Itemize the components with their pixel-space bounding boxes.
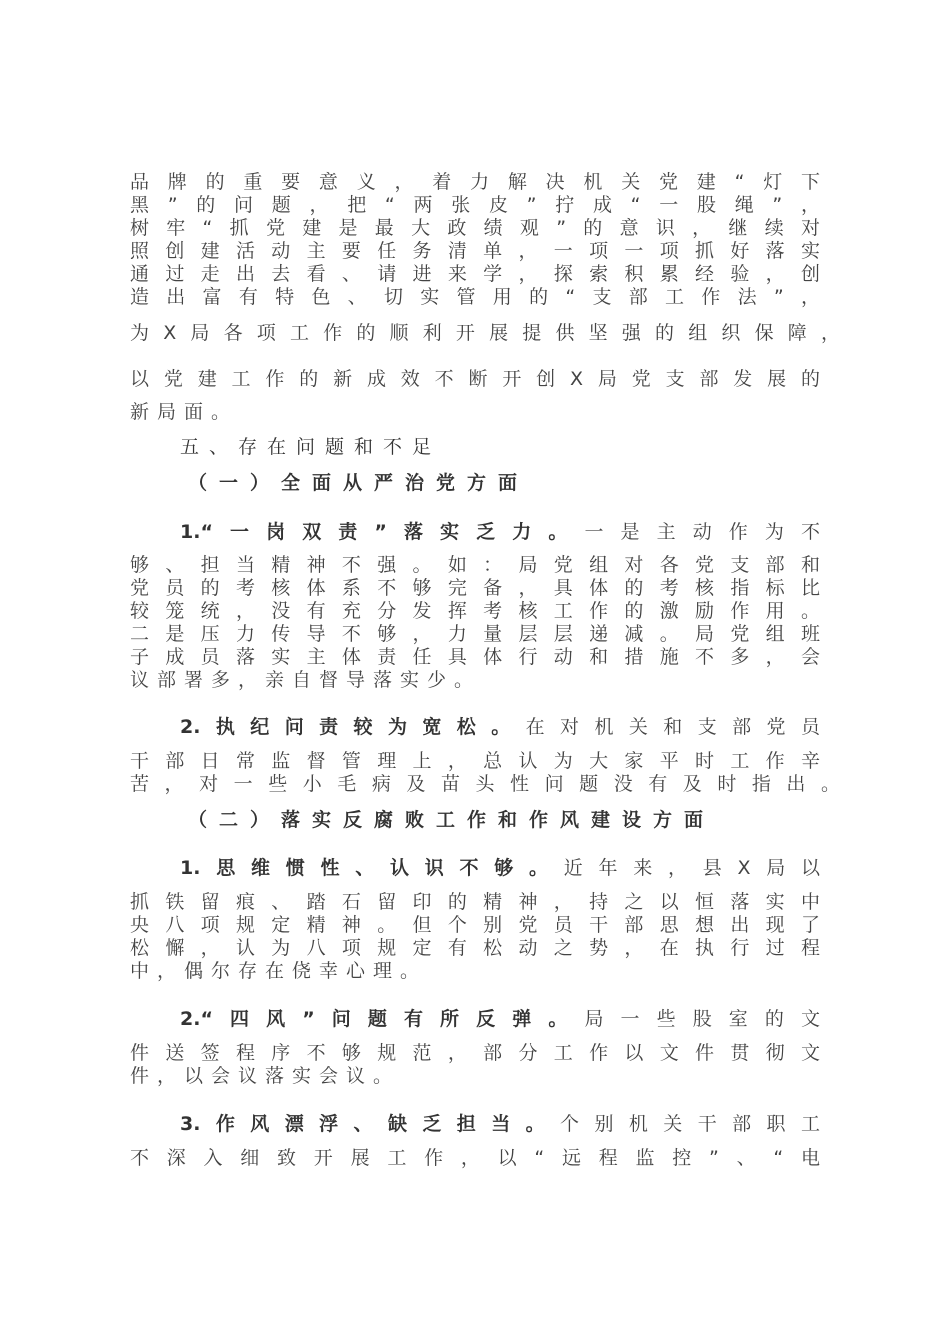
text-line: 新局面。 — [130, 401, 239, 423]
text-line: 议部署多，亲自督导落实少。 — [130, 669, 482, 691]
text-line: 品牌的重要意义，着力解决机关党建“灯下 — [130, 171, 820, 193]
text-line: 黑”的问题，把“两张皮”拧成“一股绳”， — [130, 194, 820, 216]
item-title: 2.“四风”问题有所反弹。 — [180, 1008, 585, 1030]
text-line: 为X局各项工作的顺利开展提供坚强的组织保障， — [130, 322, 840, 344]
text-line: 抓铁留痕、踏石留印的精神，持之以恒落实中 — [130, 891, 820, 913]
item-title: 1.思维惯性、认识不够。 — [180, 857, 564, 879]
text-line: 干部日常监督管理上，总认为大家平时工作辛 — [130, 750, 820, 772]
text-line: 以党建工作的新成效不断开创X局党支部发展的 — [130, 368, 820, 390]
subsection-heading: （二）落实反腐败工作和作风建设方面 — [188, 809, 716, 831]
text-line: 造出富有特色、切实管用的“支部工作法”， — [130, 286, 820, 308]
item-first-line — [180, 715, 820, 739]
item-lead-text: 局一些股室的文 — [584, 1008, 820, 1030]
text-line: 照创建活动主要任务清单，一项一项抓好落实 — [130, 240, 820, 262]
item-first-line — [180, 856, 820, 880]
text-line: 够、担当精神不强。如：局党组对各党支部和 — [130, 554, 820, 576]
item-lead-text: 在对机关和支部党员 — [525, 716, 820, 738]
text-line: 苦，对一些小毛病及苗头性问题没有及时指出。 — [130, 773, 840, 795]
text-line: 中，偶尔存在侥幸心理。 — [130, 960, 428, 982]
item-title: 3.作风漂浮、缺乏担当。 — [180, 1113, 561, 1135]
item-lead-text: 一是主动作为不 — [584, 521, 820, 543]
text-line: 松懈，认为八项规定有松动之势，在执行过程 — [130, 937, 820, 959]
item-first-line — [180, 520, 820, 544]
text-line: 二是压力传导不够，力量层层递减。局党组班 — [130, 623, 820, 645]
item-title: 2.执纪问责较为宽松。 — [180, 716, 526, 738]
item-lead-text: 个别机关干部职工 — [560, 1113, 820, 1135]
item-first-line — [180, 1007, 820, 1031]
text-line: 子成员落实主体责任具体行动和措施不多，会 — [130, 646, 820, 668]
text-line: 较笼统，没有充分发挥考核工作的激励作用。 — [130, 600, 820, 622]
text-line: 党员的考核体系不够完备，具体的考核指标比 — [130, 577, 820, 599]
text-line: 件送签程序不够规范，部分工作以文件贯彻文 — [130, 1042, 820, 1064]
section-heading: 五、存在问题和不足 — [180, 436, 442, 458]
text-line: 通过走出去看、请进来学，探索积累经验，创 — [130, 263, 820, 285]
text-line: 树牢“抓党建是最大政绩观”的意识，继续对 — [130, 217, 820, 239]
item-title: 1.“一岗双责”落实乏力。 — [180, 521, 585, 543]
item-lead-text: 近年来，县X局以 — [563, 857, 820, 879]
text-line: 件，以会议落实会议。 — [130, 1065, 401, 1087]
text-line: 不深入细致开展工作，以“远程监控”、“电 — [130, 1147, 820, 1169]
item-first-line — [180, 1112, 820, 1136]
subsection-heading: （一）全面从严治党方面 — [188, 472, 530, 494]
text-line: 央八项规定精神。但个别党员干部思想出现了 — [130, 914, 820, 936]
